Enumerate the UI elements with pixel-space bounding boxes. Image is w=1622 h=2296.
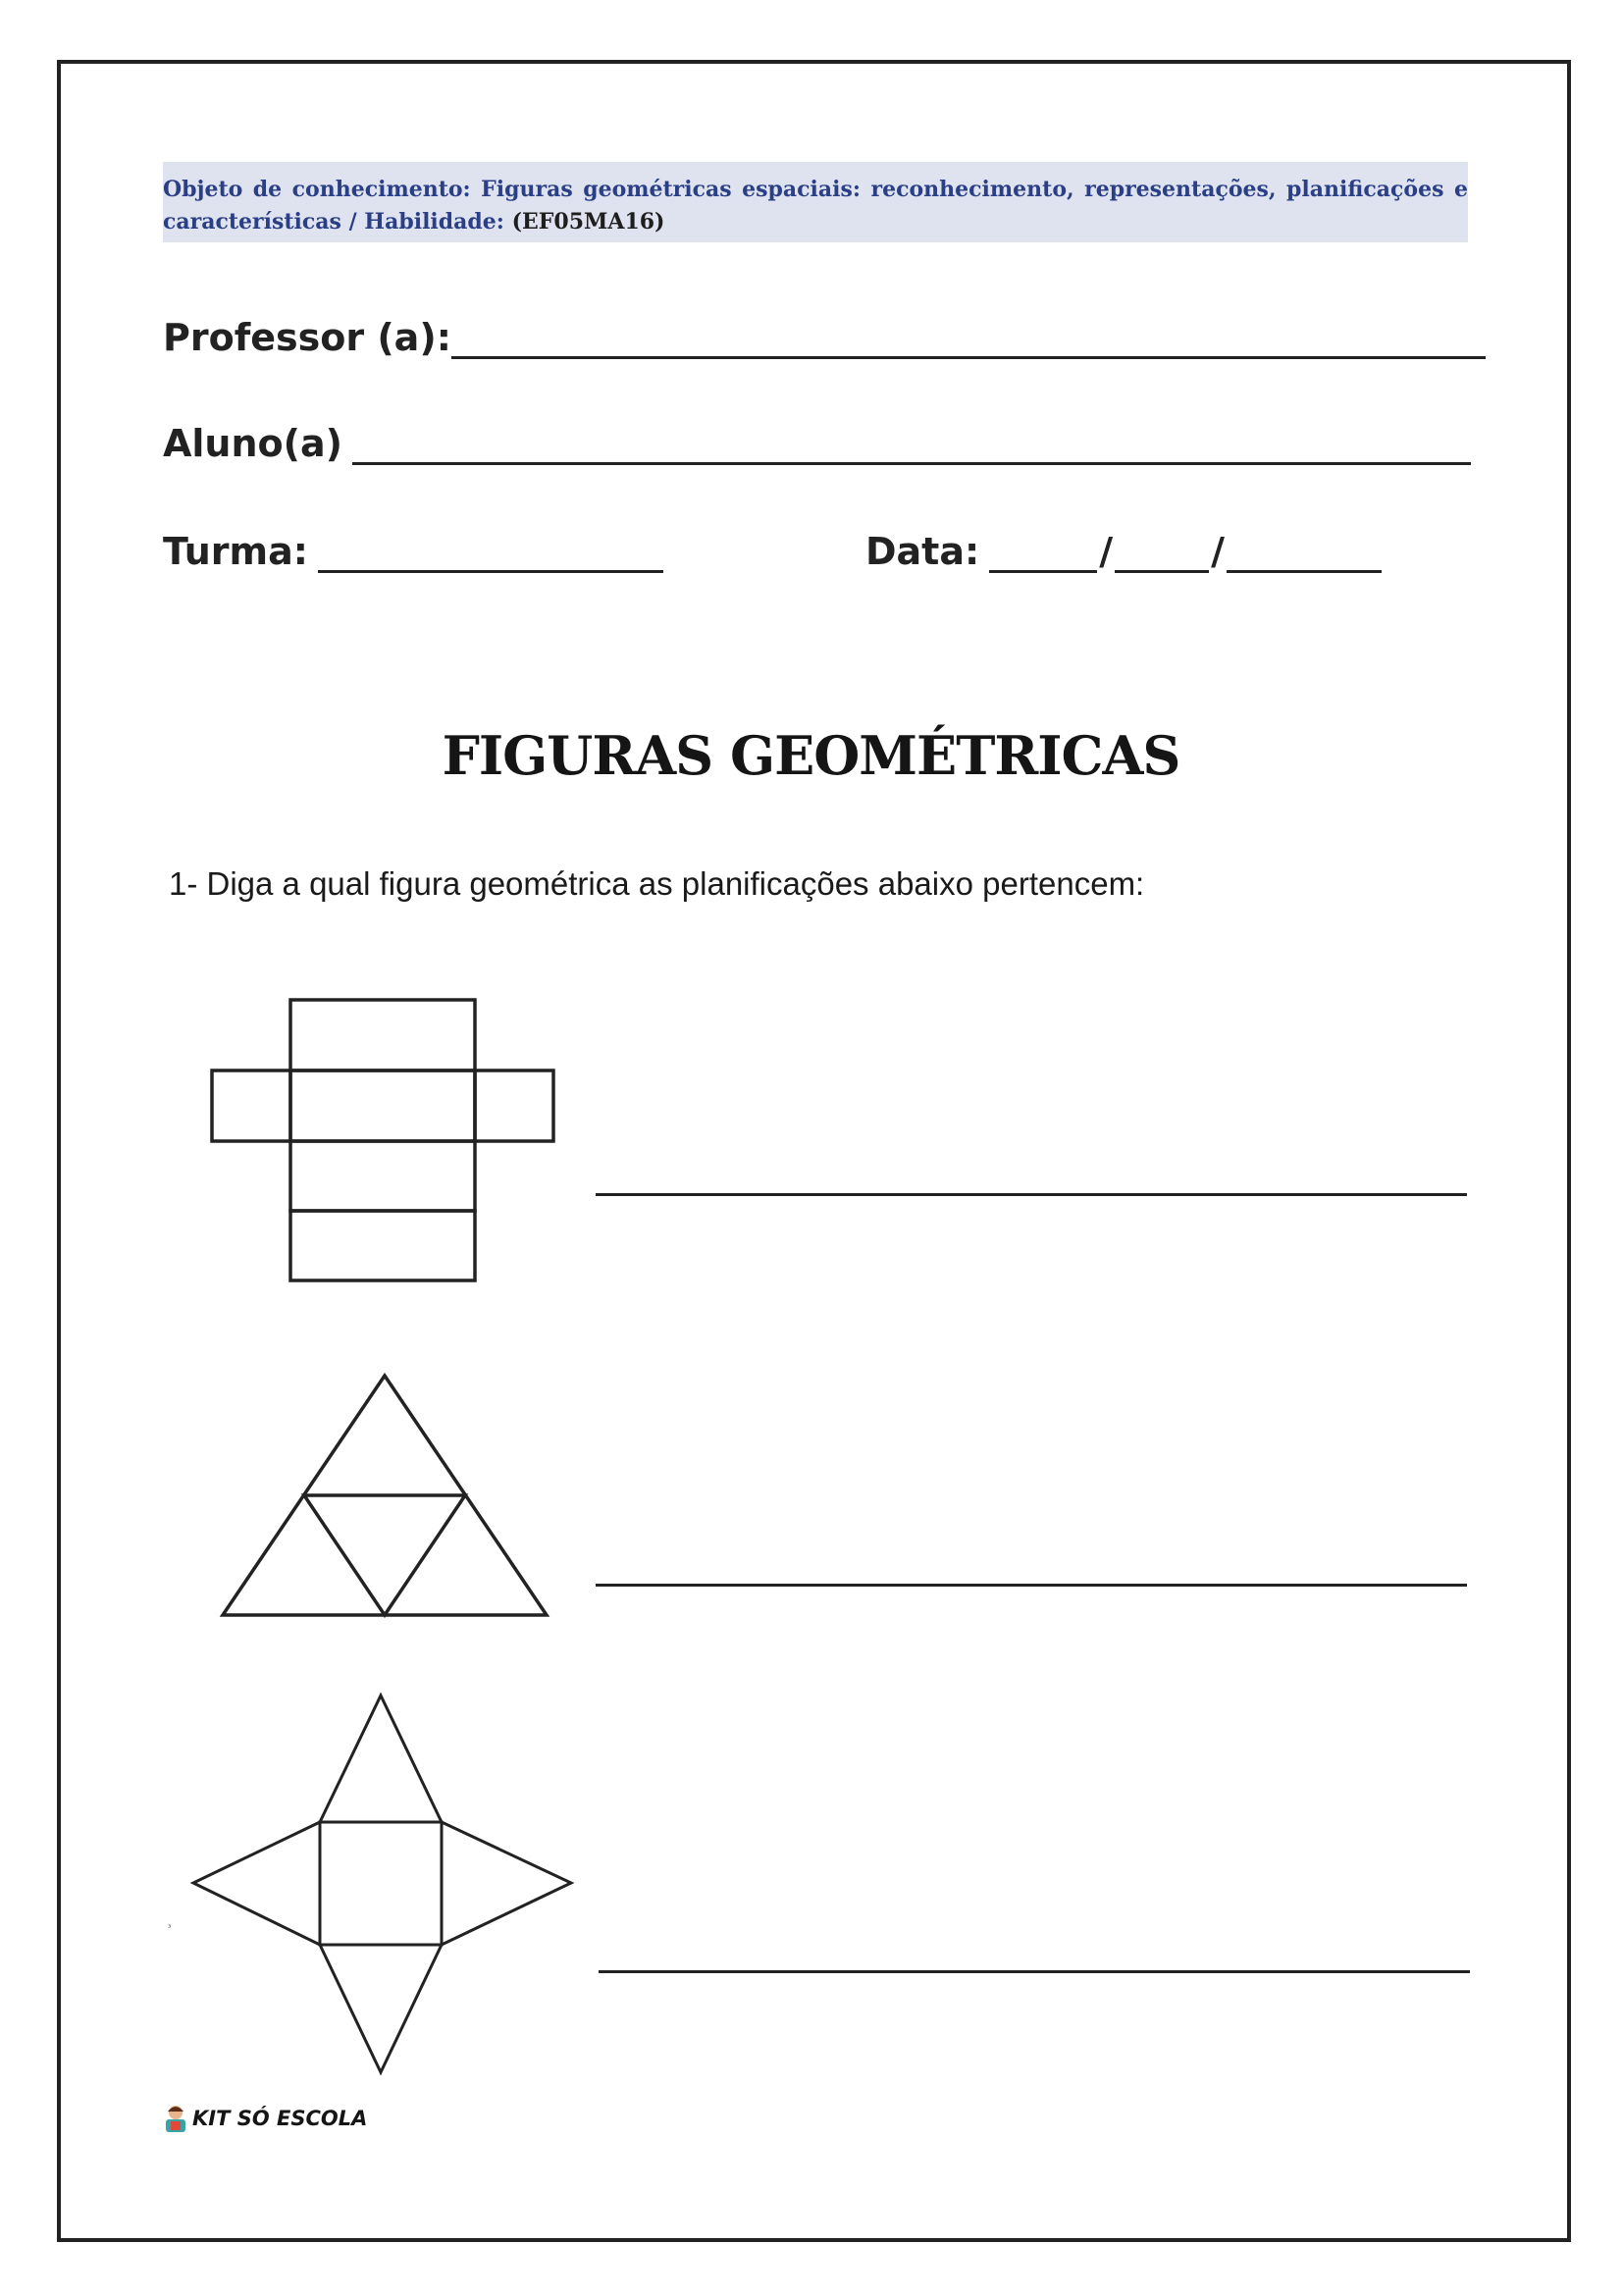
objective-banner <box>163 162 1468 242</box>
student-label: Aluno(a) <box>163 422 343 465</box>
square-pyramid-net-icon <box>186 1688 579 2080</box>
objective-line-2 <box>163 206 1468 238</box>
objective-word: conhecimento: <box>291 177 471 202</box>
date-separator: / <box>1099 530 1114 573</box>
question-text: 1- Diga a qual figura geométrica as planificações abaixo pertencem: <box>169 865 1145 902</box>
skill-code: (EF05MA16) <box>511 209 665 235</box>
class-input-line[interactable] <box>318 541 663 573</box>
objective-word: de <box>252 177 283 202</box>
objective-word: e <box>1453 177 1468 202</box>
brand-footer <box>163 2104 367 2133</box>
brand-name: KIT SÓ ESCOLA <box>192 2107 368 2130</box>
objective-word: representações, <box>1084 177 1277 202</box>
date-field <box>865 530 1382 573</box>
date-month-line[interactable] <box>1115 541 1209 573</box>
objective-word: espaciais: <box>742 177 862 202</box>
triangular-pyramid-net-icon <box>216 1366 561 1623</box>
objective-word: reconhecimento, <box>870 177 1074 202</box>
objective-skill-label: características / Habilidade: <box>163 209 504 235</box>
student-input-line[interactable] <box>352 433 1471 465</box>
page-title: FIGURAS GEOMÉTRICAS <box>442 724 1180 787</box>
stray-mark: ᶟ <box>168 1923 172 1934</box>
date-year-line[interactable] <box>1227 541 1382 573</box>
objective-word: Figuras <box>481 177 573 202</box>
class-field <box>163 530 663 573</box>
answer-line-3[interactable] <box>599 1970 1470 1973</box>
objective-word: geométricas <box>583 177 732 202</box>
date-day-line[interactable] <box>989 541 1097 573</box>
answer-line-2[interactable] <box>596 1584 1467 1587</box>
teacher-label: Professor (a): <box>163 316 451 359</box>
objective-word: planificações <box>1286 177 1444 202</box>
cube-net-icon <box>206 991 559 1287</box>
date-separator: / <box>1211 530 1225 573</box>
answer-line-1[interactable] <box>596 1193 1467 1196</box>
objective-line-1 <box>163 174 1468 206</box>
teacher-field <box>163 316 1486 359</box>
date-label: Data: <box>865 530 980 573</box>
teacher-input-line[interactable] <box>451 327 1486 359</box>
student-mascot-icon <box>163 2104 188 2133</box>
class-label: Turma: <box>163 530 308 573</box>
objective-word: Objeto <box>163 177 243 202</box>
student-field <box>163 422 1471 465</box>
